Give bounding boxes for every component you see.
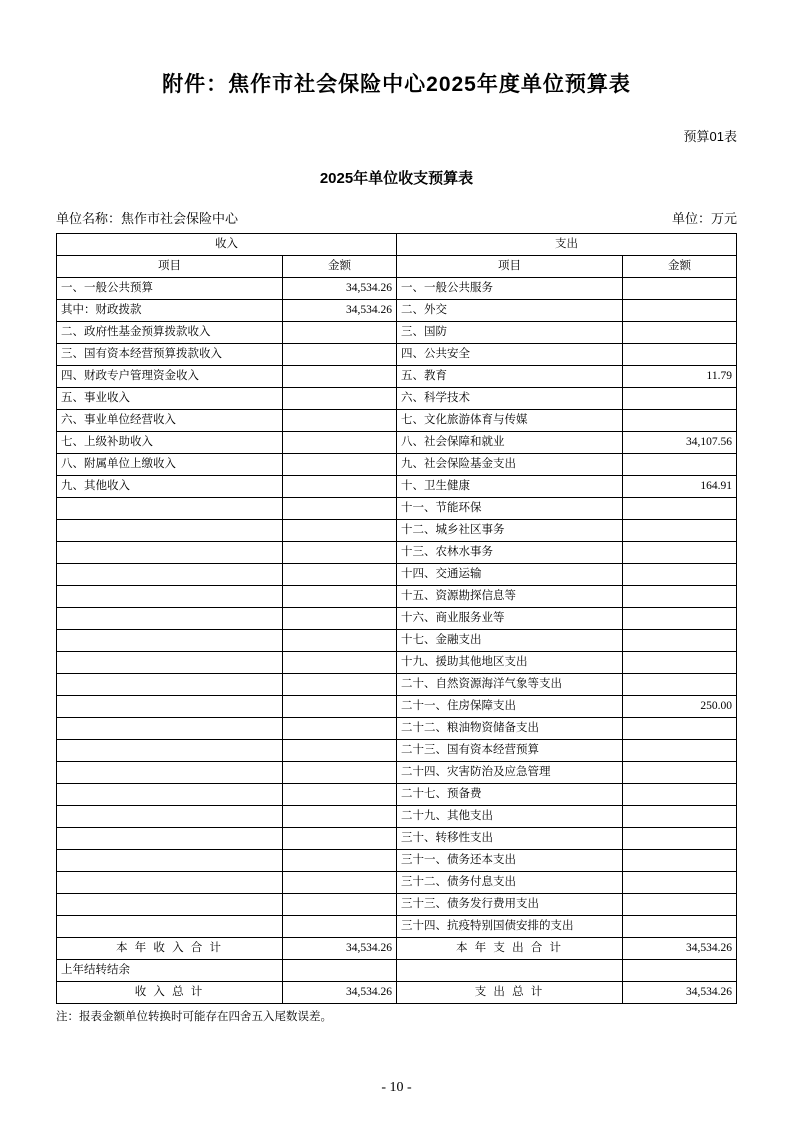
table-row [57, 784, 737, 806]
expense-item-cell: 五、教育 [397, 366, 623, 388]
income-amount-cell [283, 784, 397, 806]
income-amount-cell [283, 476, 397, 498]
income-amount-cell [283, 872, 397, 894]
expense-item-cell: 十二、城乡社区事务 [397, 520, 623, 542]
expense-item-cell: 二十一、住房保障支出 [397, 696, 623, 718]
expense-amount-cell [623, 278, 737, 300]
income-item-cell [57, 564, 283, 586]
expense-item-cell: 十三、农林水事务 [397, 542, 623, 564]
expense-amount-cell [623, 828, 737, 850]
header-income-group: 收入 [57, 234, 397, 256]
income-item-cell [57, 762, 283, 784]
header-income-item: 项目 [57, 256, 283, 278]
expense-amount-cell [623, 300, 737, 322]
summary-income-amount-cell: 34,534.26 [283, 982, 397, 1004]
summary-expense-label-cell [397, 960, 623, 982]
table-row [57, 652, 737, 674]
table-row [57, 366, 737, 388]
expense-amount-cell [623, 520, 737, 542]
expense-item-cell: 三十、转移性支出 [397, 828, 623, 850]
expense-item-cell: 二十七、预备费 [397, 784, 623, 806]
income-amount-cell [283, 564, 397, 586]
expense-item-cell: 二十九、其他支出 [397, 806, 623, 828]
expense-item-cell: 十九、援助其他地区支出 [397, 652, 623, 674]
table-row [57, 498, 737, 520]
income-item-cell [57, 630, 283, 652]
table-row [57, 564, 737, 586]
summary-expense-label-cell: 本 年 支 出 合 计 [397, 938, 623, 960]
income-amount-cell [283, 410, 397, 432]
table-sub-header-row [57, 256, 737, 278]
expense-item-cell: 八、社会保障和就业 [397, 432, 623, 454]
income-amount-cell [283, 850, 397, 872]
expense-amount-cell [623, 806, 737, 828]
expense-item-cell: 三十二、债务付息支出 [397, 872, 623, 894]
expense-item-cell: 十五、资源勘探信息等 [397, 586, 623, 608]
table-row [57, 278, 737, 300]
income-amount-cell [283, 322, 397, 344]
income-item-cell: 六、事业单位经营收入 [57, 410, 283, 432]
income-amount-cell [283, 520, 397, 542]
table-row [57, 740, 737, 762]
table-row [57, 300, 737, 322]
income-item-cell [57, 542, 283, 564]
income-item-cell [57, 498, 283, 520]
table-note: 注：报表金额单位转换时可能存在四舍五入尾数误差。 [56, 1011, 332, 1023]
table-row [57, 586, 737, 608]
income-item-cell [57, 520, 283, 542]
income-item-cell: 二、政府性基金预算拨款收入 [57, 322, 283, 344]
income-item-cell [57, 608, 283, 630]
expense-item-cell: 三十四、抗疫特别国债安排的支出 [397, 916, 623, 938]
header-expense-group: 支出 [397, 234, 737, 256]
expense-item-cell: 十、卫生健康 [397, 476, 623, 498]
table-row [57, 454, 737, 476]
summary-expense-amount-cell: 34,534.26 [623, 982, 737, 1004]
table-row [57, 850, 737, 872]
expense-amount-cell [623, 652, 737, 674]
income-item-cell [57, 652, 283, 674]
income-amount-cell [283, 718, 397, 740]
expense-amount-cell [623, 608, 737, 630]
expense-item-cell: 三十一、债务还本支出 [397, 850, 623, 872]
income-item-cell: 一、一般公共预算 [57, 278, 283, 300]
unit-measure-label: 单位：万元 [671, 211, 737, 226]
table-row [57, 322, 737, 344]
expense-amount-cell: 11.79 [623, 366, 737, 388]
income-item-cell: 九、其他收入 [57, 476, 283, 498]
expense-item-cell: 二十二、粮油物资储备支出 [397, 718, 623, 740]
header-expense-item: 项目 [397, 256, 623, 278]
table-row [57, 410, 737, 432]
budget-table [56, 233, 737, 1004]
income-amount-cell [283, 432, 397, 454]
income-item-cell [57, 894, 283, 916]
summary-expense-label-cell: 支 出 总 计 [397, 982, 623, 1004]
expense-item-cell: 十一、节能环保 [397, 498, 623, 520]
expense-amount-cell [623, 872, 737, 894]
table-row [57, 916, 737, 938]
expense-amount-cell [623, 388, 737, 410]
table-row [57, 542, 737, 564]
expense-item-cell: 二十、自然资源海洋气象等支出 [397, 674, 623, 696]
income-item-cell: 三、国有资本经营预算拨款收入 [57, 344, 283, 366]
table-row [57, 696, 737, 718]
expense-amount-cell [623, 894, 737, 916]
income-item-cell [57, 872, 283, 894]
table-row [57, 344, 737, 366]
summary-expense-amount-cell: 34,534.26 [623, 938, 737, 960]
income-amount-cell [283, 586, 397, 608]
income-amount-cell [283, 454, 397, 476]
income-item-cell: 五、事业收入 [57, 388, 283, 410]
income-item-cell [57, 916, 283, 938]
income-item-cell: 其中：财政拨款 [57, 300, 283, 322]
income-item-cell [57, 740, 283, 762]
table-row [57, 828, 737, 850]
expense-item-cell: 十七、金融支出 [397, 630, 623, 652]
table-row [57, 718, 737, 740]
income-amount-cell [283, 344, 397, 366]
expense-item-cell: 三、国防 [397, 322, 623, 344]
expense-item-cell: 二十四、灾害防治及应急管理 [397, 762, 623, 784]
income-item-cell: 八、附属单位上缴收入 [57, 454, 283, 476]
expense-amount-cell [623, 740, 737, 762]
income-amount-cell [283, 542, 397, 564]
expense-amount-cell: 164.91 [623, 476, 737, 498]
income-item-cell: 四、财政专户管理资金收入 [57, 366, 283, 388]
income-item-cell [57, 850, 283, 872]
expense-amount-cell [623, 916, 737, 938]
summary-income-label-cell: 本 年 收 入 合 计 [57, 938, 283, 960]
income-item-cell [57, 718, 283, 740]
expense-item-cell: 七、文化旅游体育与传媒 [397, 410, 623, 432]
income-item-cell [57, 586, 283, 608]
income-item-cell: 七、上级补助收入 [57, 432, 283, 454]
income-amount-cell [283, 498, 397, 520]
table-summary-row [57, 982, 737, 1004]
income-item-cell [57, 828, 283, 850]
income-amount-cell [283, 806, 397, 828]
income-item-cell [57, 784, 283, 806]
expense-amount-cell [623, 630, 737, 652]
page-title: 附件：焦作市社会保险中心2025年度单位预算表 [162, 73, 631, 96]
income-amount-cell [283, 762, 397, 784]
header-income-amount: 金额 [283, 256, 397, 278]
income-amount-cell [283, 608, 397, 630]
income-amount-cell [283, 630, 397, 652]
income-amount-cell: 34,534.26 [283, 278, 397, 300]
expense-amount-cell [623, 322, 737, 344]
table-row [57, 806, 737, 828]
table-row [57, 674, 737, 696]
summary-income-label-cell: 上年结转结余 [57, 960, 283, 982]
table-row [57, 608, 737, 630]
expense-amount-cell [623, 762, 737, 784]
income-amount-cell [283, 696, 397, 718]
expense-amount-cell [623, 344, 737, 366]
expense-amount-cell [623, 454, 737, 476]
income-amount-cell [283, 366, 397, 388]
table-row [57, 894, 737, 916]
table-row [57, 388, 737, 410]
expense-amount-cell: 250.00 [623, 696, 737, 718]
table-row [57, 432, 737, 454]
summary-income-amount-cell [283, 960, 397, 982]
expense-amount-cell [623, 542, 737, 564]
income-amount-cell [283, 674, 397, 696]
income-amount-cell [283, 652, 397, 674]
table-row [57, 762, 737, 784]
table-group-header-row [57, 234, 737, 256]
expense-item-cell: 六、科学技术 [397, 388, 623, 410]
income-amount-cell [283, 388, 397, 410]
summary-income-label-cell: 收 入 总 计 [57, 982, 283, 1004]
table-row [57, 630, 737, 652]
income-item-cell [57, 696, 283, 718]
expense-amount-cell [623, 850, 737, 872]
income-amount-cell [283, 740, 397, 762]
income-item-cell [57, 674, 283, 696]
expense-amount-cell [623, 674, 737, 696]
table-row [57, 476, 737, 498]
expense-amount-cell [623, 498, 737, 520]
form-code: 预算01表 [683, 129, 737, 144]
unit-name-label: 单位名称：焦作市社会保险中心 [56, 211, 239, 226]
expense-item-cell: 十六、商业服务业等 [397, 608, 623, 630]
expense-item-cell: 三十三、债务发行费用支出 [397, 894, 623, 916]
table-row [57, 520, 737, 542]
income-amount-cell [283, 916, 397, 938]
summary-expense-amount-cell [623, 960, 737, 982]
income-amount-cell [283, 828, 397, 850]
expense-item-cell: 九、社会保险基金支出 [397, 454, 623, 476]
income-item-cell [57, 806, 283, 828]
header-expense-amount: 金额 [623, 256, 737, 278]
expense-item-cell: 十四、交通运输 [397, 564, 623, 586]
expense-item-cell: 四、公共安全 [397, 344, 623, 366]
expense-amount-cell [623, 410, 737, 432]
expense-amount-cell: 34,107.56 [623, 432, 737, 454]
expense-amount-cell [623, 784, 737, 806]
page-number: - 10 - [381, 1080, 412, 1095]
summary-income-amount-cell: 34,534.26 [283, 938, 397, 960]
expense-item-cell: 二十三、国有资本经营预算 [397, 740, 623, 762]
income-amount-cell: 34,534.26 [283, 300, 397, 322]
table-summary-row [57, 938, 737, 960]
table-body [57, 278, 737, 1004]
income-amount-cell [283, 894, 397, 916]
table-title: 2025年单位收支预算表 [319, 170, 474, 187]
table-meta-row [0, 188, 793, 233]
expense-item-cell: 一、一般公共服务 [397, 278, 623, 300]
expense-amount-cell [623, 586, 737, 608]
expense-item-cell: 二、外交 [397, 300, 623, 322]
table-row [57, 872, 737, 894]
table-summary-row [57, 960, 737, 982]
expense-amount-cell [623, 564, 737, 586]
expense-amount-cell [623, 718, 737, 740]
